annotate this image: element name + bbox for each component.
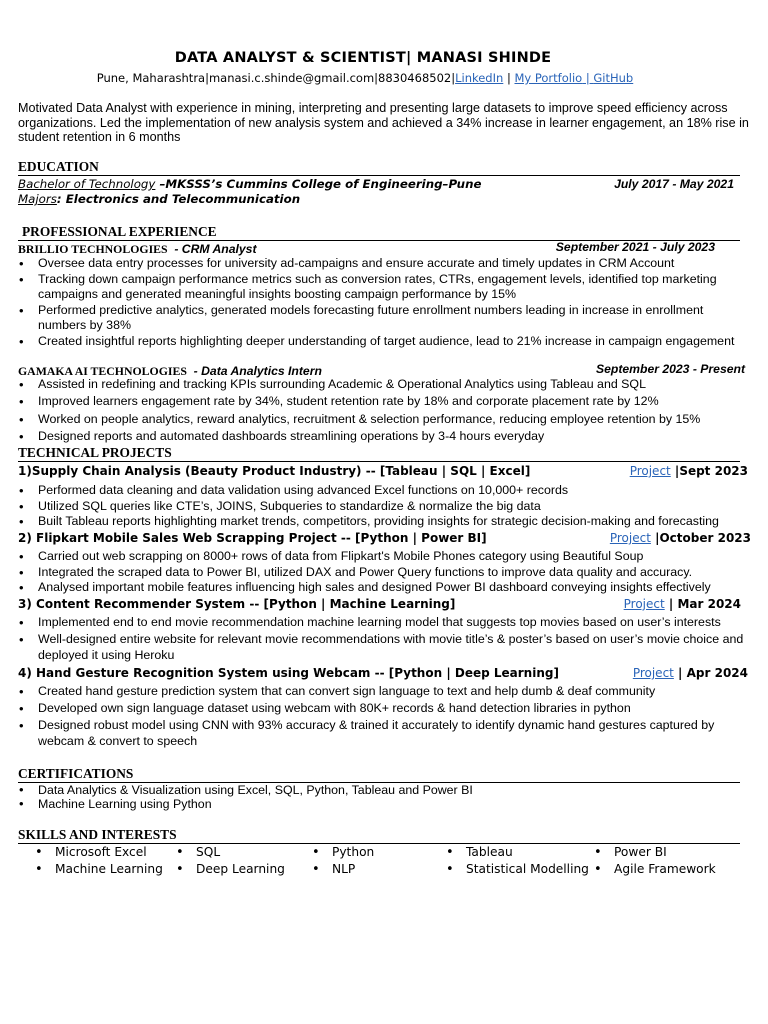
- resume-title: DATA ANALYST & SCIENTIST| MANASI SHINDE: [174, 50, 552, 66]
- education-rule: [18, 175, 740, 176]
- list-item: • Data Analytics & Visualization using Excel, SQL, Python, Tableau and Power BI: [18, 783, 753, 797]
- project-meta: [630, 464, 748, 478]
- list-item: • Carried out web scrapping on 8000+ rows of data from Flipkart's Mobile Phones category using Beautiful Soup: [18, 549, 753, 565]
- portfolio-link[interactable]: My Portfolio: [514, 71, 583, 85]
- projects-heading: TECHNICAL PROJECTS: [18, 445, 172, 460]
- project-bullets: [18, 684, 753, 749]
- skill-item: • Deep Learning: [196, 862, 285, 876]
- job-dates: September 2023 - Present: [595, 362, 745, 376]
- project-bullets: [18, 549, 753, 596]
- list-item: • Oversee data entry processes for university ad-campaigns and ensure accurate and timely updates in CRM Account: [18, 256, 753, 272]
- project-title: 4) Hand Gesture Recognition System using Webcam -- [Python | Deep Learning]: [18, 666, 559, 680]
- list-item: • Designed reports and automated dashboards streamlining operations by 3-4 hours everyday: [18, 429, 753, 445]
- education-degree-line: [18, 177, 481, 191]
- summary-paragraph: Motivated Data Analyst with experience in mining, interpreting and presenting large datasets to improve speed efficiency across organizations. Led the implementation of new analysis system and achieved a 34% increase in learner engagement, an 18% rise in student retention in 6 months: [18, 101, 749, 144]
- skill-item: • Python: [332, 845, 374, 859]
- skill-item: • Tableau: [466, 845, 513, 859]
- skill-item: • Machine Learning: [55, 862, 163, 876]
- list-item: • Analysed important mobile features influencing high sales and designed Power BI dashboard conveying insights effectively: [18, 580, 753, 596]
- project-title: 2) Flipkart Mobile Sales Web Scrapping Project -- [Python | Power BI]: [18, 531, 487, 545]
- education-majors-line: [18, 192, 300, 206]
- list-item: • Created insightful reports highlighting deeper understanding of target audience, lead to 21% increase in campaign engagement: [18, 334, 753, 350]
- majors-label: Majors: [18, 192, 57, 206]
- project-separator: |: [650, 531, 660, 545]
- list-item: • Tracking down campaign performance metrics such as conversion rates, CTRs, engagement levels, identified top marketing campaigns and generated meaningful insights boosting campaign performance by 15%: [18, 272, 753, 303]
- project-date: October 2023: [659, 531, 751, 545]
- project-bullets: [18, 483, 753, 530]
- project-meta: [610, 531, 751, 545]
- project-link[interactable]: Project: [632, 666, 674, 680]
- majors-value: : Electronics and Telecommunication: [56, 192, 301, 206]
- skill-item: • Agile Framework: [614, 862, 716, 876]
- certifications-heading: CERTIFICATIONS: [18, 766, 134, 781]
- github-link[interactable]: GitHub: [593, 71, 634, 85]
- list-item: • Machine Learning using Python: [18, 797, 753, 811]
- project-title: 1)Supply Chain Analysis (Beauty Product Industry) -- [Tableau | SQL | Excel]: [18, 464, 531, 478]
- list-item: • Created hand gesture prediction system that can convert sign language to text and help dumb & deaf community: [18, 684, 753, 700]
- list-item: • Designed robust model using CNN with 93% accuracy & trained it accurately to identify dynamic hand gestures captured by webcam & convert to speech: [18, 718, 753, 749]
- skill-item: • Microsoft Excel: [55, 845, 147, 859]
- project-date: Sept 2023: [679, 464, 748, 478]
- project-date: Mar 2024: [677, 597, 741, 611]
- list-item: • Implemented end to end movie recommendation machine learning model that suggests top movies based on user’s interests: [18, 615, 753, 631]
- skills-heading: SKILLS AND INTERESTS: [18, 827, 177, 842]
- link-separator: |: [503, 71, 515, 85]
- skill-item: • Statistical Modelling: [466, 862, 589, 876]
- company-name: GAMAKA AI TECHNOLOGIES: [18, 364, 187, 378]
- skill-item: • SQL: [196, 845, 220, 859]
- institution-name: –MKSSS’s Cummins College of Engineering–Pune: [155, 177, 482, 191]
- job-role: - Data Analytics Intern: [186, 364, 322, 378]
- education-heading: EDUCATION: [18, 159, 99, 174]
- project-link[interactable]: Project: [629, 464, 671, 478]
- skills-rule: [18, 843, 740, 844]
- job-dates: September 2021 - July 2023: [555, 240, 715, 254]
- education-dates: July 2017 - May 2021: [614, 177, 734, 191]
- project-link[interactable]: Project: [623, 597, 665, 611]
- project-meta: [624, 597, 741, 611]
- skill-item: • Power BI: [614, 845, 667, 859]
- project-link[interactable]: Project: [609, 531, 651, 545]
- list-item: • Well-designed entire website for relevant movie recommendations with movie title’s & poster’s based on user’s movie choice and deployed it using Heroku: [18, 632, 753, 663]
- list-item: • Built Tableau reports highlighting market trends, competitors, providing insights for strategic decision-making and forecasting: [18, 514, 753, 530]
- project-date: Apr 2024: [686, 666, 748, 680]
- list-item: • Improved learners engagement rate by 34%, student retention rate by 18% and corporate placement rate by 12%: [18, 394, 753, 410]
- job-bullets: [18, 377, 753, 445]
- projects-rule: [18, 461, 740, 462]
- list-item: • Utilized SQL queries like CTE’s, JOINS, Subqueries to standardize & normalize the big data: [18, 499, 753, 515]
- contact-line: [0, 71, 730, 85]
- project-separator: |: [664, 597, 678, 611]
- list-item: • Performed predictive analytics, generated models forecasting future enrollment numbers leading in increase in enrollment numbers by 38%: [18, 303, 753, 334]
- list-item: • Worked on people analytics, reward analytics, recruitment & selection performance, reducing employee retention by 15%: [18, 412, 753, 428]
- list-item: • Integrated the scraped data to Power BI, utilized DAX and Power Query functions to improve data quality and accuracy.: [18, 565, 753, 581]
- skill-item: • NLP: [332, 862, 355, 876]
- project-meta: [633, 666, 748, 680]
- contact-info: Pune, Maharashtra|manasi.c.shinde@gmail.com|8830468502|: [96, 71, 456, 85]
- job-bullets: [18, 256, 753, 350]
- experience-heading: PROFESSIONAL EXPERIENCE: [22, 224, 217, 239]
- project-title: 3) Content Recommender System -- [Python | Machine Learning]: [18, 597, 456, 611]
- project-separator: |: [673, 666, 687, 680]
- job-role: - CRM Analyst: [167, 242, 257, 256]
- list-item: • Assisted in redefining and tracking KPIs surrounding Academic & Operational Analytics using Tableau and SQL: [18, 377, 753, 393]
- list-item: • Performed data cleaning and data validation using advanced Excel functions on 10,000+ records: [18, 483, 753, 499]
- project-separator: |: [670, 464, 680, 478]
- list-item: • Developed own sign language dataset using webcam with 80K+ records & hand detection libraries in python: [18, 701, 753, 717]
- degree-name: Bachelor of Technology: [18, 177, 156, 191]
- linkedin-link[interactable]: LinkedIn: [455, 71, 504, 85]
- link-separator: |: [582, 71, 594, 85]
- project-bullets: [18, 615, 753, 663]
- certification-list: [18, 783, 753, 811]
- company-name: BRILLIO TECHNOLOGIES: [18, 242, 168, 256]
